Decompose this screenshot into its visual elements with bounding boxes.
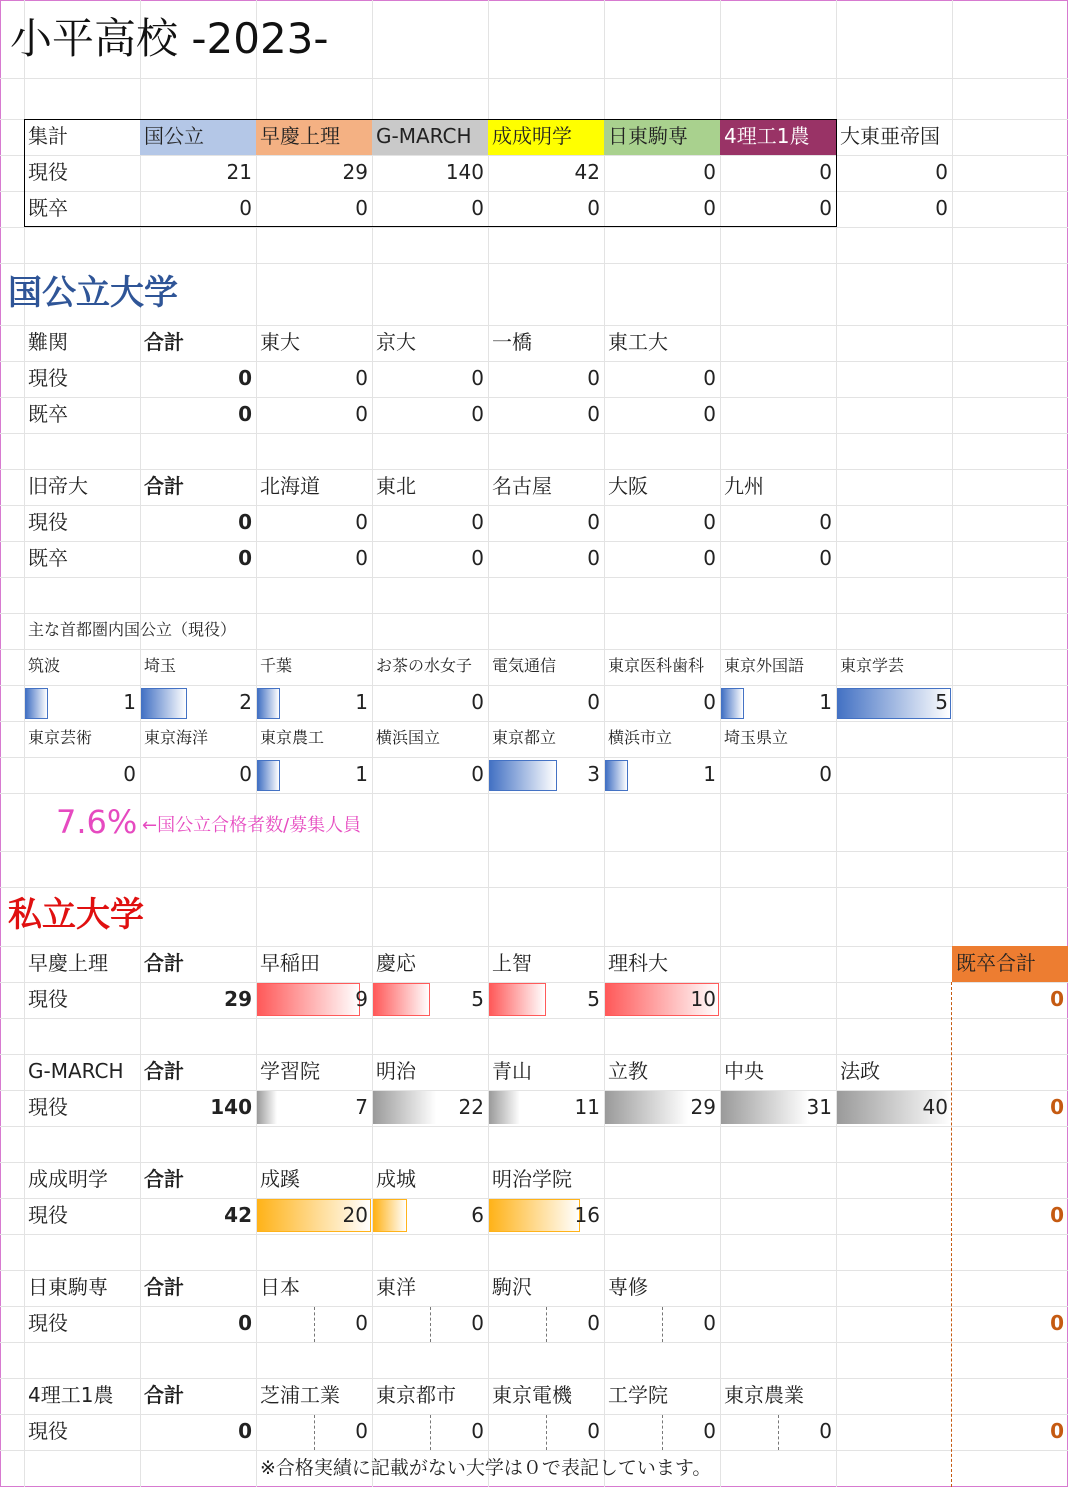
metro-value: 3: [587, 762, 600, 786]
private-total-value: 140: [210, 1095, 252, 1119]
public-value: 0: [587, 366, 600, 390]
summary-value: 0: [819, 196, 832, 220]
metro-value: 0: [471, 690, 484, 714]
private-university-name: 早稲田: [260, 951, 320, 975]
public-value: 0: [703, 402, 716, 426]
metro-university-name: 東京都立: [492, 728, 557, 747]
private-value: 0: [819, 1419, 832, 1443]
public-value: 0: [471, 546, 484, 570]
public-value: 0: [703, 546, 716, 570]
public-total-header: 合計: [144, 330, 184, 354]
public-value: 0: [703, 510, 716, 534]
kisotsu-total-value: 0: [1050, 1095, 1064, 1119]
public-value: 0: [819, 546, 832, 570]
metro-title: 主な首都圏内国公立（現役）: [28, 620, 237, 639]
metro-university-name: 横浜国立: [376, 728, 441, 747]
private-university-name: 工学院: [608, 1383, 668, 1407]
private-value: 0: [471, 1311, 484, 1335]
private-university-name: 成城: [376, 1167, 416, 1191]
private-total-value: 42: [224, 1203, 252, 1227]
metro-university-name: お茶の水女子: [376, 656, 473, 675]
summary-header-cell: 大東亜帝国: [840, 124, 940, 148]
summary-header-cell: 4理工1農: [724, 124, 810, 148]
public-value: 0: [819, 510, 832, 534]
private-row-label: 現役: [28, 987, 68, 1011]
metro-university-name: 東京芸術: [28, 728, 93, 747]
summary-value: 0: [471, 196, 484, 220]
summary-header-cell: 日東駒専: [608, 124, 688, 148]
private-university-name: 東京都市: [376, 1383, 456, 1407]
metro-university-name: 埼玉県立: [724, 728, 789, 747]
summary-value: 21: [226, 160, 252, 184]
public-total-value: 0: [238, 402, 252, 426]
private-value: 16: [574, 1203, 600, 1227]
public-value: 0: [355, 366, 368, 390]
public-value: 0: [587, 402, 600, 426]
metro-university-name: 電気通信: [492, 656, 557, 675]
private-university-name: 中央: [724, 1059, 764, 1083]
private-university-name: 明治: [376, 1059, 416, 1083]
private-value: 40: [922, 1095, 948, 1119]
public-total-value: 0: [238, 366, 252, 390]
summary-value: 0: [935, 160, 948, 184]
public-university-name: 東大: [260, 330, 300, 354]
summary-header-cell: 集計: [28, 124, 68, 148]
summary-header-cell: 成成明学: [492, 124, 572, 148]
private-university-name: 理科大: [608, 951, 668, 975]
private-value: 6: [471, 1203, 484, 1227]
metro-university-name: 筑波: [28, 656, 61, 675]
summary-value: 0: [819, 160, 832, 184]
private-university-name: 日本: [260, 1275, 300, 1299]
metro-university-name: 埼玉: [144, 656, 177, 675]
kisotsu-total-value: 0: [1050, 1419, 1064, 1443]
public-row-label: 既卒: [28, 402, 68, 426]
private-value: 5: [587, 987, 600, 1011]
public-university-name: 大阪: [608, 474, 648, 498]
public-university-name: 東工大: [608, 330, 668, 354]
private-value: 0: [587, 1311, 600, 1335]
private-value: 0: [355, 1311, 368, 1335]
private-total-header: 合計: [144, 1059, 184, 1083]
summary-header-cell: 国公立: [144, 124, 204, 148]
summary-value: 0: [587, 196, 600, 220]
public-university-name: 東北: [376, 474, 416, 498]
private-university-name: 慶応: [376, 951, 416, 975]
private-value: 29: [690, 1095, 716, 1119]
private-value: 11: [574, 1095, 600, 1119]
private-university-name: 法政: [840, 1059, 880, 1083]
private-section-label: 4理工1農: [28, 1383, 114, 1407]
private-university-name: 上智: [492, 951, 532, 975]
footnote: ※合格実績に記載がない大学は０で表記しています。: [260, 1457, 712, 1479]
private-university-name: 立教: [608, 1059, 648, 1083]
metro-value: 0: [239, 762, 252, 786]
public-row-label: 現役: [28, 366, 68, 390]
private-value: 9: [355, 987, 368, 1011]
private-university-name: 東洋: [376, 1275, 416, 1299]
public-value: 0: [355, 402, 368, 426]
metro-value: 0: [471, 762, 484, 786]
summary-row-label: 現役: [28, 160, 68, 184]
public-value: 0: [587, 510, 600, 534]
private-value: 22: [458, 1095, 484, 1119]
public-value: 0: [587, 546, 600, 570]
private-universities-title: 私立大学: [8, 895, 144, 935]
metro-value: 1: [355, 762, 368, 786]
public-university-name: 北海道: [260, 474, 320, 498]
summary-value: 140: [445, 160, 484, 184]
public-row-label: 既卒: [28, 546, 68, 570]
private-section-label: 早慶上理: [28, 951, 108, 975]
public-value: 0: [471, 402, 484, 426]
metro-value: 0: [703, 690, 716, 714]
private-row-label: 現役: [28, 1311, 68, 1335]
summary-value: 0: [355, 196, 368, 220]
public-value: 0: [703, 366, 716, 390]
metro-value: 1: [819, 690, 832, 714]
metro-value: 2: [239, 690, 252, 714]
public-total-value: 0: [238, 546, 252, 570]
metro-value: 0: [587, 690, 600, 714]
summary-value: 0: [703, 160, 716, 184]
private-row-label: 現役: [28, 1095, 68, 1119]
summary-value: 42: [574, 160, 600, 184]
private-value: 10: [690, 987, 716, 1011]
summary-value: 0: [239, 196, 252, 220]
private-university-name: 青山: [492, 1059, 532, 1083]
public-section-label: 旧帝大: [28, 474, 88, 498]
summary-row-label: 既卒: [28, 196, 68, 220]
private-total-header: 合計: [144, 1383, 184, 1407]
private-value: 20: [342, 1203, 368, 1227]
private-section-label: 日東駒専: [28, 1275, 108, 1299]
private-value: 0: [703, 1419, 716, 1443]
private-value: 0: [471, 1419, 484, 1443]
private-university-name: 東京農業: [724, 1383, 804, 1407]
summary-header-cell: G-MARCH: [376, 124, 472, 148]
kisotsu-total-value: 0: [1050, 1311, 1064, 1335]
kisotsu-total-header: 既卒合計: [956, 951, 1036, 975]
private-total-value: 0: [238, 1311, 252, 1335]
kisotsu-total-value: 0: [1050, 1203, 1064, 1227]
public-pass-ratio-note: ←国公立合格者数/募集人員: [142, 815, 362, 836]
private-section-label: 成成明学: [28, 1167, 108, 1191]
public-value: 0: [355, 546, 368, 570]
private-value: 31: [806, 1095, 832, 1119]
private-value: 7: [355, 1095, 368, 1119]
metro-value: 5: [935, 690, 948, 714]
public-section-label: 難関: [28, 330, 68, 354]
private-university-name: 専修: [608, 1275, 648, 1299]
private-university-name: 学習院: [260, 1059, 320, 1083]
public-total-header: 合計: [144, 474, 184, 498]
private-university-name: 芝浦工業: [260, 1383, 340, 1407]
metro-university-name: 横浜市立: [608, 728, 673, 747]
private-university-name: 明治学院: [492, 1167, 572, 1191]
summary-value: 29: [342, 160, 368, 184]
metro-university-name: 東京海洋: [144, 728, 209, 747]
public-value: 0: [471, 510, 484, 534]
private-total-header: 合計: [144, 1167, 184, 1191]
private-value: 5: [471, 987, 484, 1011]
metro-value: 0: [819, 762, 832, 786]
public-university-name: 九州: [724, 474, 764, 498]
private-section-label: G-MARCH: [28, 1059, 124, 1083]
private-value: 0: [355, 1419, 368, 1443]
kisotsu-column-divider: [951, 982, 952, 1487]
private-total-value: 29: [224, 987, 252, 1011]
metro-value: 0: [123, 762, 136, 786]
public-university-name: 名古屋: [492, 474, 552, 498]
private-row-label: 現役: [28, 1203, 68, 1227]
public-universities-title: 国公立大学: [8, 273, 178, 313]
summary-value: 0: [935, 196, 948, 220]
kisotsu-total-value: 0: [1050, 987, 1064, 1011]
public-value: 0: [471, 366, 484, 390]
metro-value: 1: [123, 690, 136, 714]
private-university-name: 東京電機: [492, 1383, 572, 1407]
metro-university-name: 東京農工: [260, 728, 325, 747]
private-university-name: 駒沢: [492, 1275, 532, 1299]
private-university-name: 成蹊: [260, 1167, 300, 1191]
public-university-name: 一橋: [492, 330, 532, 354]
public-row-label: 現役: [28, 510, 68, 534]
private-value: 0: [703, 1311, 716, 1335]
metro-university-name: 東京医科歯科: [608, 656, 705, 675]
metro-university-name: 東京外国語: [724, 656, 805, 675]
private-total-header: 合計: [144, 951, 184, 975]
public-pass-ratio: 7.6%: [56, 803, 138, 841]
metro-university-name: 東京学芸: [840, 656, 905, 675]
public-university-name: 京大: [376, 330, 416, 354]
public-total-value: 0: [238, 510, 252, 534]
metro-value: 1: [355, 690, 368, 714]
private-total-value: 0: [238, 1419, 252, 1443]
private-row-label: 現役: [28, 1419, 68, 1443]
public-value: 0: [355, 510, 368, 534]
summary-value: 0: [703, 196, 716, 220]
page-title: 小平高校 -2023-: [10, 14, 329, 63]
metro-university-name: 千葉: [260, 656, 293, 675]
summary-header-cell: 早慶上理: [260, 124, 340, 148]
private-total-header: 合計: [144, 1275, 184, 1299]
private-value: 0: [587, 1419, 600, 1443]
metro-value: 1: [703, 762, 716, 786]
